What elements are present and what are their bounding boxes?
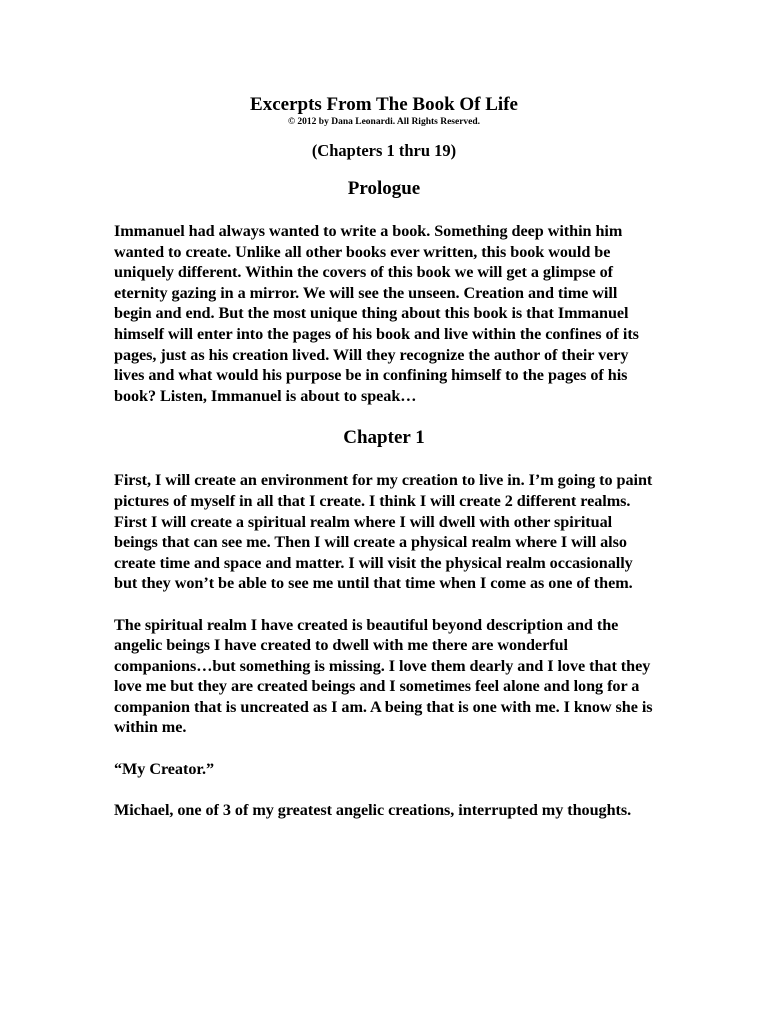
chapter-1-paragraph: Michael, one of 3 of my greatest angelic creations, interrupted my thoughts. — [114, 800, 632, 819]
document-subtitle: (Chapters 1 thru 19) — [311, 141, 457, 160]
document-title: Excerpts From The Book Of Life — [250, 94, 518, 115]
chapter-1-paragraph: “My Creator.” — [114, 759, 215, 778]
prologue-heading: Prologue — [347, 178, 421, 199]
document-page — [114, 94, 654, 820]
chapter-1-paragraph: The spiritual realm I have created is beautiful beyond description and the angelic beings I have created to dwell with me there are wonderful companions…but something is missing. I love them dearly and I love that they love me but they are created beings and I sometimes feel alone and long for a companion that is uncreated as I am. A being that is one with me. I know she is within me. — [114, 615, 653, 737]
copyright-notice: © 2012 by Dana Leonardi. All Rights Reserved. — [287, 117, 481, 127]
chapter-1-paragraph: First, I will create an environment for my creation to live in. I’m going to paint pictures of myself in all that I create. I think I will create 2 different realms. First I will create a spiritual realm where I will dwell with other spiritual beings that can see me. Then I will create a physical realm where I will also create time and space and matter. I will visit the physical realm occasionally but they won’t be able to see me until that time when I come as one of them. — [114, 471, 653, 593]
prologue-paragraph: Immanuel had always wanted to write a book. Something deep within him wanted to create. Unlike all other books ever written, this book would be uniquely different. Within the covers of this book we will get a glimpse of eternity gazing in a mirror. We will see the unseen. Creation and time will begin and end. But the most unique thing about this book is that Immanuel himself will enter into the pages of his book and live within the confines of its pages, just as his creation lived. Will they recognize the author of their very lives and what would his purpose be in confining himself to the pages of his book? Listen, Immanuel is about to speak… — [114, 222, 639, 405]
chapter-1-heading: Chapter 1 — [343, 427, 425, 449]
